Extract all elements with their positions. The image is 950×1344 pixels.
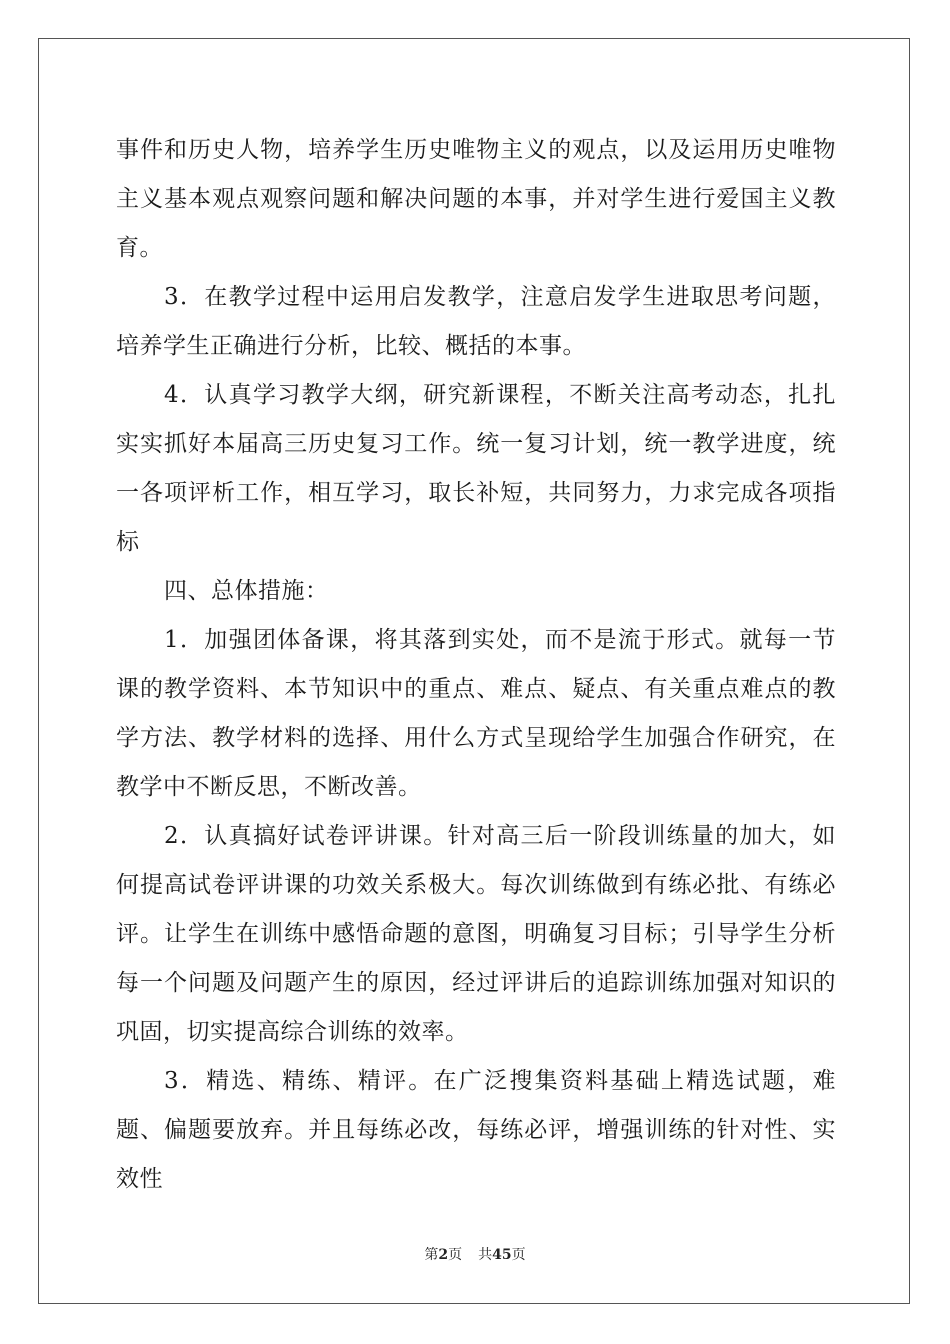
measure-item-3: 3．精选、精练、精评。在广泛搜集资料基础上精选试题，难题、偏题要放弃。并且每练必改，每练必评，增强训练的针对性、实效性 xyxy=(116,1068,836,1192)
document-body xyxy=(116,126,836,1204)
measure-item-1: 1．加强团体备课，将其落到实处，而不是流于形式。就每一节课的教学资料、本节知识中的重点、难点、疑点、有关重点难点的教学方法、教学材料的选择、用什么方式呈现给学生加强合作研究，在教学中不断反思，不断改善。 xyxy=(116,627,836,800)
paragraph-item-4: 4．认真学习教学大纲，研究新课程，不断关注高考动态，扎扎实实抓好本届高三历史复习工作。统一复习计划，统一教学进度，统一各项评析工作，相互学习，取长补短，共同努力，力求完成各项指标 xyxy=(116,382,836,555)
total-pages: 45 xyxy=(492,1247,512,1263)
page-suffix: 页 xyxy=(448,1247,463,1263)
paragraph-continuation: 事件和历史人物，培养学生历史唯物主义的观点，以及运用历史唯物主义基本观点观察问题和解决问题的本事，并对学生进行爱国主义教育。 xyxy=(116,137,836,261)
page-prefix: 第 xyxy=(424,1247,439,1263)
page-number: 2 xyxy=(438,1247,449,1263)
paragraph-item-3: 3．在教学过程中运用启发教学，注意启发学生进取思考问题，培养学生正确进行分析，比较、概括的本事。 xyxy=(116,284,836,359)
total-prefix: 共 xyxy=(478,1247,493,1263)
total-suffix: 页 xyxy=(511,1247,526,1263)
measure-item-2: 2．认真搞好试卷评讲课。针对高三后一阶段训练量的加大，如何提高试卷评讲课的功效关系极大。每次训练做到有练必批、有练必评。让学生在训练中感悟命题的意图，明确复习目标；引导学生分析每一个问题及问题产生的原因，经过评讲后的追踪训练加强对知识的巩固，切实提高综合训练的效率。 xyxy=(116,823,836,1045)
section-heading-measures: 四、总体措施： xyxy=(164,578,329,604)
page-footer xyxy=(0,1244,950,1264)
